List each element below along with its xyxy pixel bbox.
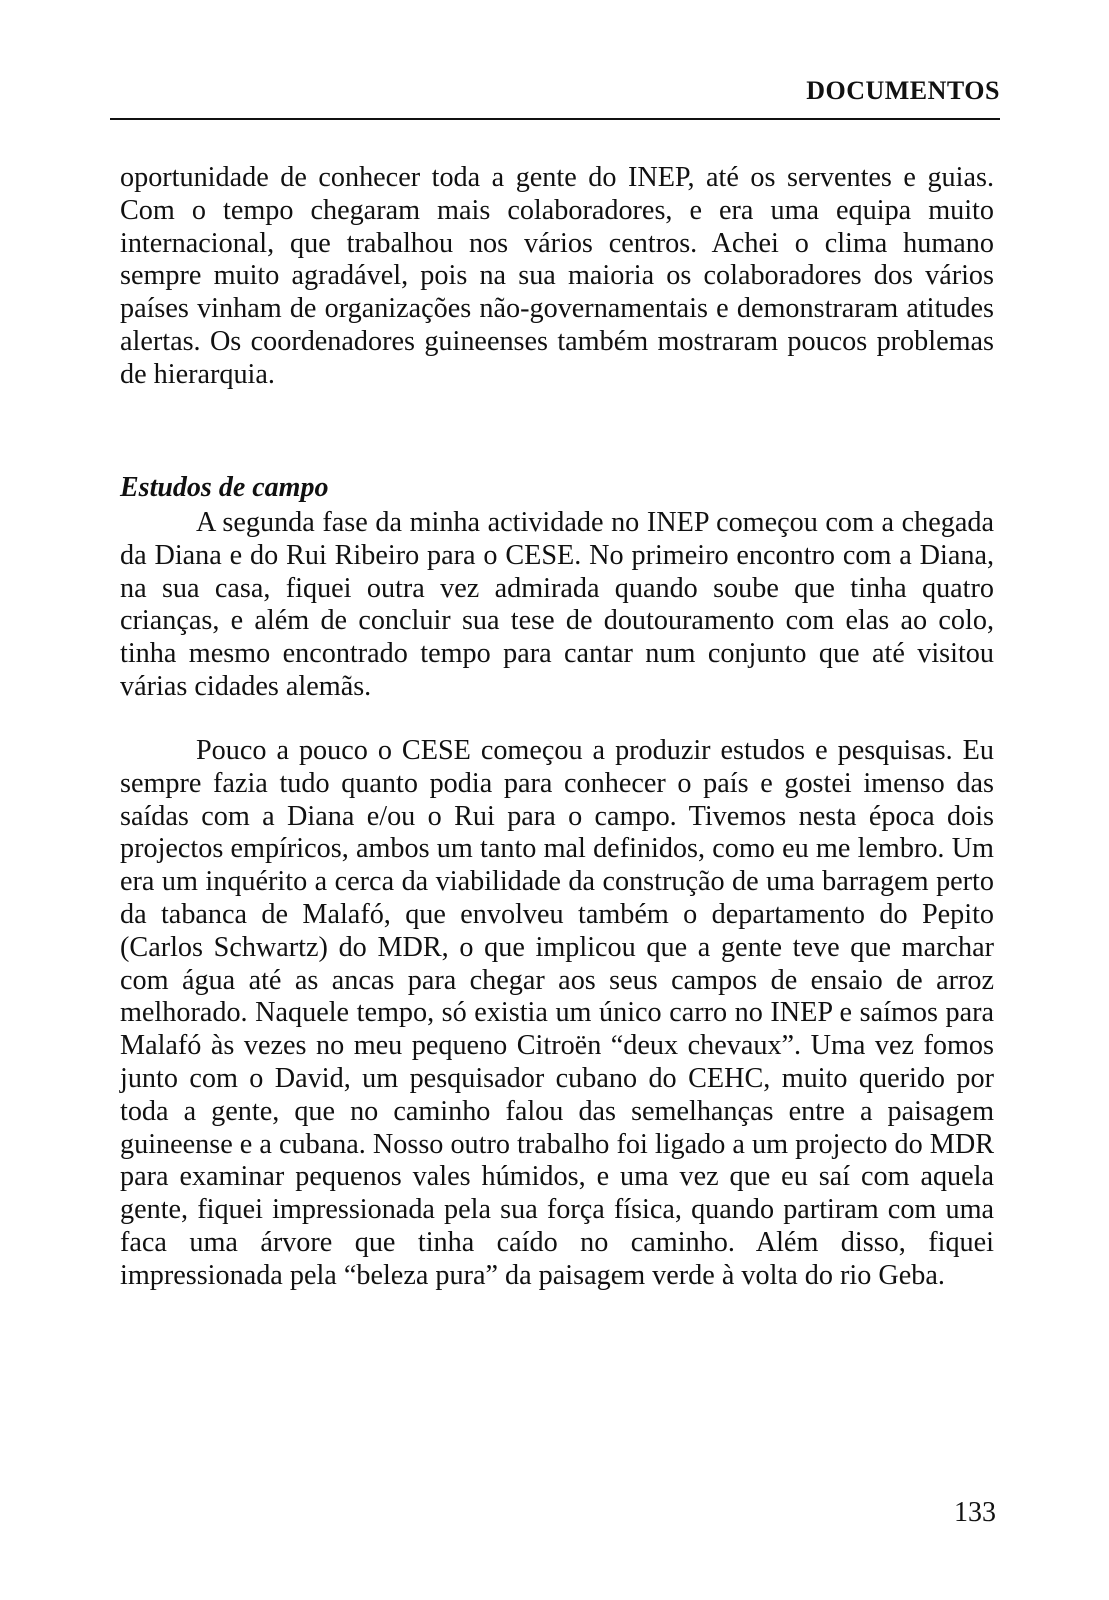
running-header-title: DOCUMENTOS	[806, 76, 1000, 105]
paragraph-second-phase: A segunda fase da minha actividade no INEP começou com a chegada da Diana e do Rui Ribeiro para o CESE. No primeiro encontro com a Diana, na sua casa, fiquei outra vez admirada quando soube que tinha quatro crianças, e além de concluir sua tese de doutouramento com elas ao colo, tinha mesmo encontrado tempo para cantar num conjunto que até visitou várias cidades alemãs.	[120, 507, 994, 702]
page-number: 133	[954, 1497, 996, 1528]
section-heading: Estudos de campo	[120, 472, 329, 503]
running-header	[110, 74, 1000, 120]
paragraph-intro: oportunidade de conhecer toda a gente do INEP, até os serventes e guias. Com o tempo chegaram mais colaboradores, e era uma equipa muito internacional, que trabalhou nos vários centros. Achei o clima humano sempre muito agradável, pois na sua maioria os colaboradores dos vários países vinham de organizações não-governamentais e demonstraram atitudes alertas. Os coordenadores guineenses também mostraram poucos problemas de hierarquia.	[120, 162, 994, 390]
paragraph-field-studies: Pouco a pouco o CESE começou a produzir estudos e pesquisas. Eu sempre fazia tudo quanto podia para conhecer o país e gostei imenso das saídas com a Diana e/ou o Rui para o campo. Tivemos nesta época dois projectos empíricos, ambos um tanto mal definidos, como eu me lembro. Um era um inquérito a cerca da viabilidade da construção de uma barragem perto da tabanca de Malafó, que envolveu também o departamento do Pepito (Carlos Schwartz) do MDR, o que implicou que a gente teve que marchar com água até as ancas para chegar aos seus campos de ensaio de arroz melhorado. Naquele tempo, só existia um único carro no INEP e saímos para Malafó às vezes no meu pequeno Citroën “deux chevaux”. Uma vez fomos junto com o David, um pesquisador cubano do CEHC, muito querido por toda a gente, que no caminho falou das semelhanças entre a paisagem guineense e a cubana. Nosso outro trabalho foi ligado a um projecto do MDR para examinar pequenos vales húmidos, e uma vez que eu saí com aquela gente, fiquei impressionada pela sua força física, quando partiram com uma faca uma árvore que tinha caído no caminho. Além disso, fiquei impressionada pela “beleza pura” da paisagem verde à volta do rio Geba.	[120, 735, 994, 1291]
